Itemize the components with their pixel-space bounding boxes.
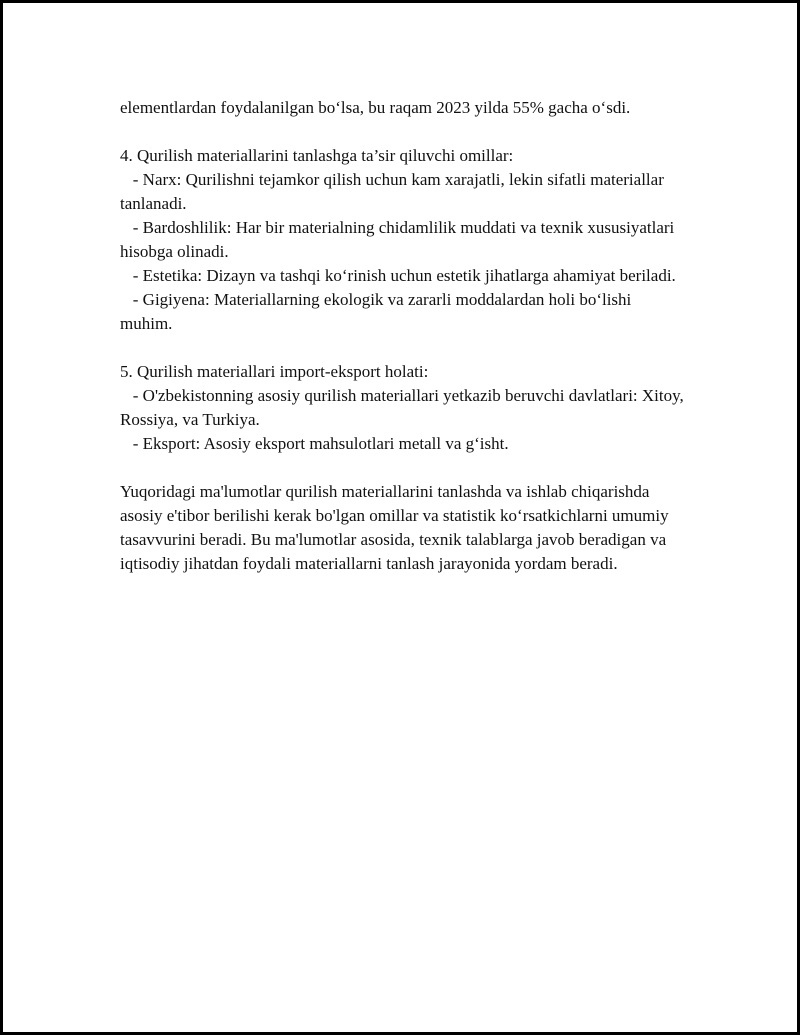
- intro-paragraph-tail: elementlardan foydalanilgan bo‘lsa, bu raqam 2023 yilda 55% gacha o‘sdi.: [120, 98, 631, 117]
- paragraph-gap: [120, 336, 685, 360]
- section-4-item-durability: - Bardoshlilik: Har bir materialning chidamlilik muddati va texnik xususiyatlari hisobga olinadi.: [120, 218, 679, 261]
- section-4-heading: 4. Qurilish materiallarini tanlashga ta’sir qiluvchi omillar:: [120, 146, 514, 165]
- paragraph-gap: [120, 120, 685, 144]
- paragraph-gap: [120, 456, 685, 480]
- section-5-item-suppliers: - O'zbekistonning asosiy qurilish materiallari yetkazib beruvchi davlatlari: Xitoy, Rossiya, va Turkiya.: [120, 386, 689, 429]
- section-4-item-aesthetics: - Estetika: Dizayn va tashqi ko‘rinish uchun estetik jihatlarga ahamiyat beriladi.: [120, 266, 676, 285]
- document-body: [120, 96, 689, 576]
- section-4-item-hygiene: - Gigiyena: Materiallarning ekologik va zararli moddalardan holi bo‘lishi muhim.: [120, 290, 636, 333]
- section-5-item-export: - Eksport: Asosiy eksport mahsulotlari metall va g‘isht.: [120, 434, 509, 453]
- conclusion-paragraph: Yuqoridagi ma'lumotlar qurilish materiallarini tanlashda va ishlab chiqarishda asosiy e'tibor berilishi kerak bo'lgan omillar va statistik ko‘rsatkichlarni umumiy tasavvurini beradi. Bu ma'lumotlar asosida, texnik talablarga javob beradigan va iqtisodiy jihatdan foydali materiallarni tanlash jarayonida yordam beradi.: [120, 482, 669, 573]
- section-4-item-price: - Narx: Qurilishni tejamkor qilish uchun kam xarajatli, lekin sifatli materiallar tanlanadi.: [120, 170, 669, 213]
- section-5-heading: 5. Qurilish materiallari import-eksport holati:: [120, 362, 429, 381]
